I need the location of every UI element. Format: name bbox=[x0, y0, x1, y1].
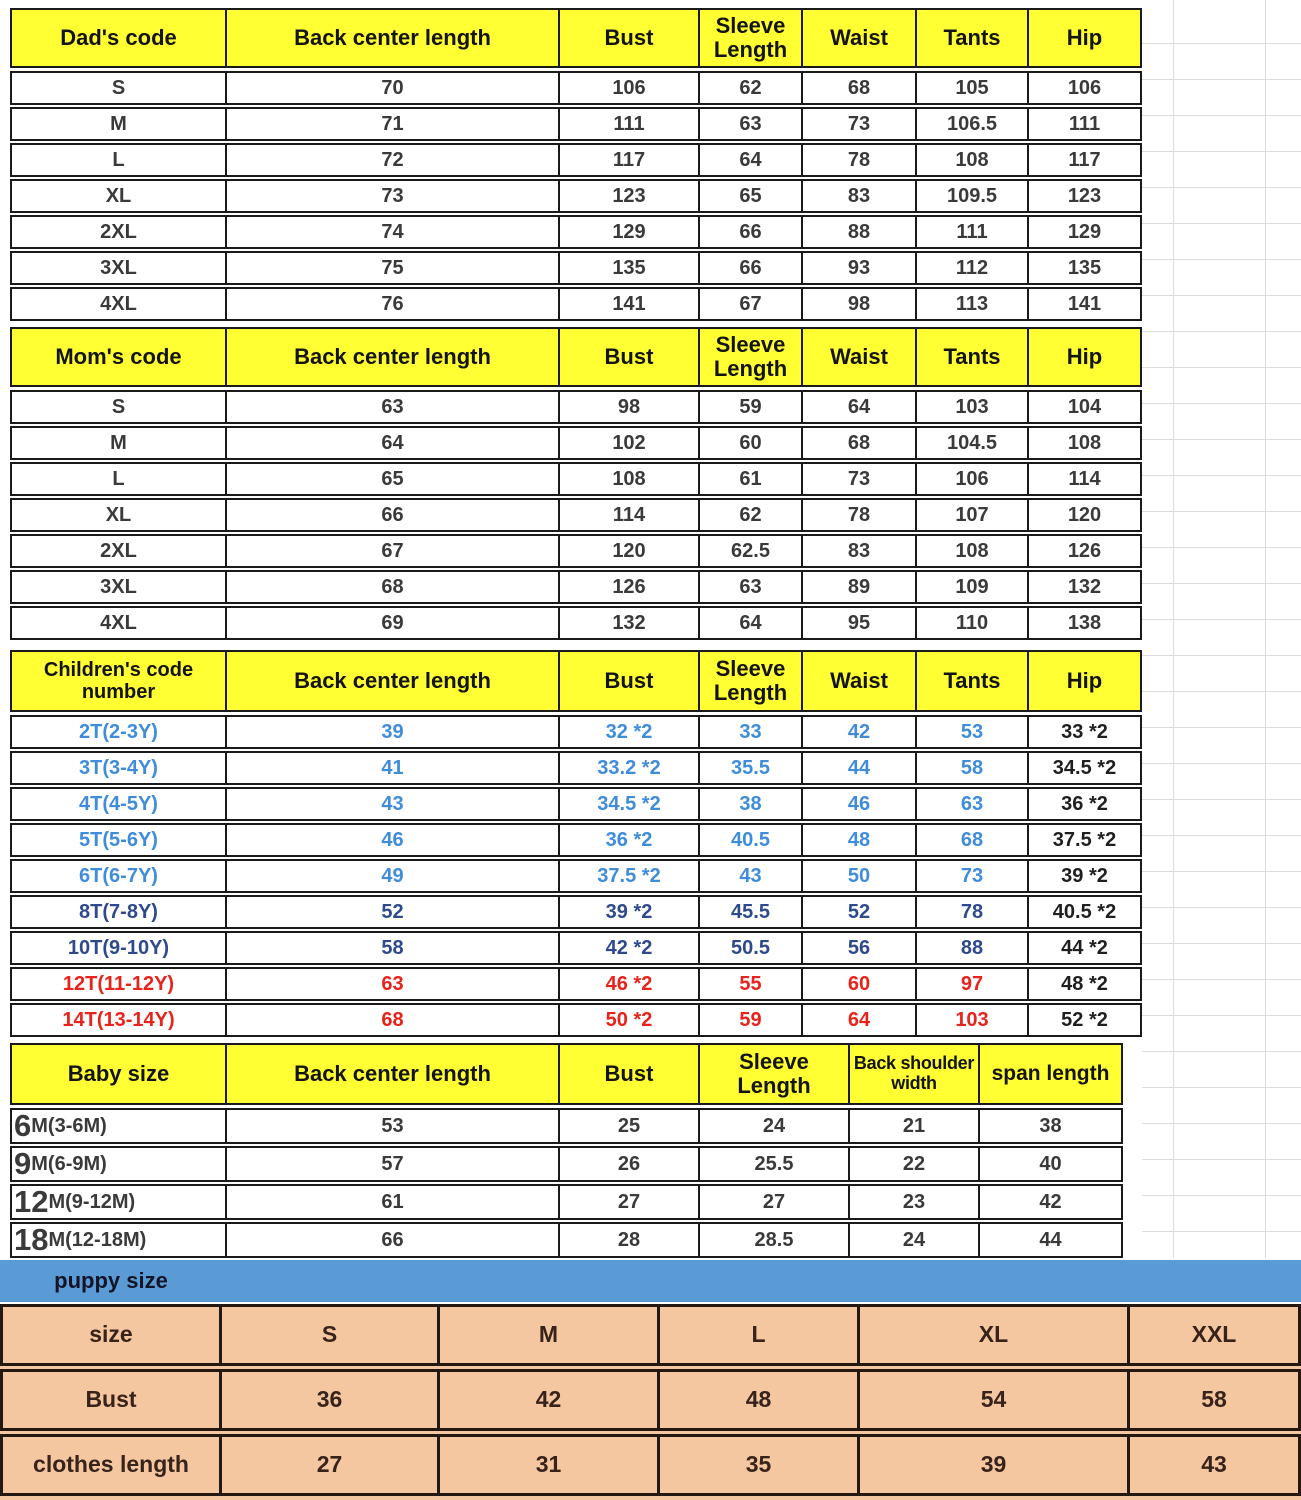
table-cell: 78 bbox=[803, 145, 917, 175]
table-cell: 10T(9-10Y) bbox=[12, 933, 227, 963]
table-cell: L bbox=[660, 1307, 860, 1363]
baby-size-range: M(3-6M) bbox=[31, 1115, 107, 1137]
table-cell: 106 bbox=[560, 73, 700, 103]
table-cell: 26 bbox=[560, 1148, 700, 1180]
table-cell: 45.5 bbox=[700, 897, 803, 927]
column-header: Tants bbox=[917, 652, 1029, 710]
table-cell: S bbox=[12, 73, 227, 103]
column-header: Back center length bbox=[227, 1045, 560, 1103]
table-cell: 12T(11-12Y) bbox=[12, 969, 227, 999]
table-row bbox=[10, 251, 1142, 285]
table-cell: 52 bbox=[803, 897, 917, 927]
table-cell: 83 bbox=[803, 536, 917, 566]
header-row bbox=[10, 327, 1142, 387]
table-cell: M bbox=[12, 109, 227, 139]
table-cell: 33 bbox=[700, 717, 803, 747]
table-cell: 14T(13-14Y) bbox=[12, 1005, 227, 1035]
table-cell: 25 bbox=[560, 1110, 700, 1142]
table-cell: 54 bbox=[860, 1372, 1130, 1428]
column-header: Baby size bbox=[12, 1045, 227, 1103]
table-cell: 34.5 *2 bbox=[560, 789, 700, 819]
table-row bbox=[10, 1003, 1142, 1037]
table-cell bbox=[12, 1110, 227, 1142]
table-cell: 38 bbox=[1039, 1115, 1062, 1137]
table-cell: 31 bbox=[440, 1437, 660, 1493]
table-cell: 98 bbox=[560, 392, 700, 422]
table-row bbox=[10, 287, 1142, 321]
table-cell: 74 bbox=[227, 217, 560, 247]
table-cell: 62 bbox=[700, 73, 803, 103]
table-cell: 135 bbox=[560, 253, 700, 283]
column-header: Back center length bbox=[227, 10, 560, 66]
baby-size-number: 18 bbox=[14, 1224, 49, 1256]
column-header: Tants bbox=[917, 329, 1029, 385]
header-row bbox=[10, 8, 1142, 68]
table-cell: 63 bbox=[700, 109, 803, 139]
table-cell: 110 bbox=[917, 608, 1029, 638]
table-cell: XXL bbox=[1191, 1321, 1237, 1348]
table-cell: 106 bbox=[1067, 77, 1102, 99]
baby-size-table bbox=[10, 1043, 1123, 1260]
table-cell bbox=[12, 1224, 227, 1256]
table-cell: 113 bbox=[917, 289, 1029, 319]
column-header: Bust bbox=[560, 652, 700, 710]
baby-size-number: 9 bbox=[14, 1148, 32, 1180]
table-cell: 78 bbox=[917, 897, 1029, 927]
table-cell: size bbox=[3, 1307, 222, 1363]
table-cell: XL bbox=[860, 1307, 1130, 1363]
column-header: Dad's code bbox=[12, 10, 227, 66]
table-cell: 63 bbox=[227, 392, 560, 422]
table-row bbox=[10, 751, 1142, 785]
table-cell: Bust bbox=[3, 1372, 222, 1428]
table-cell: 24 bbox=[850, 1224, 980, 1256]
table-cell: 33 *2 bbox=[1061, 721, 1108, 743]
table-cell: 36 *2 bbox=[1061, 793, 1108, 815]
table-cell: 42 bbox=[1039, 1191, 1062, 1213]
table-cell: 24 bbox=[700, 1110, 850, 1142]
table-cell: 37.5 *2 bbox=[560, 861, 700, 891]
column-header: Back center length bbox=[227, 329, 560, 385]
table-cell: 98 bbox=[803, 289, 917, 319]
table-cell: 50 *2 bbox=[560, 1005, 700, 1035]
table-cell: 39 *2 bbox=[1061, 865, 1108, 887]
table-row bbox=[10, 71, 1142, 105]
column-header: Bust bbox=[560, 1045, 700, 1103]
table-cell: 69 bbox=[227, 608, 560, 638]
table-cell: 67 bbox=[227, 536, 560, 566]
mom-size-table bbox=[10, 327, 1142, 642]
table-cell: 3T(3-4Y) bbox=[12, 753, 227, 783]
column-header: Hip bbox=[1029, 329, 1140, 385]
table-cell: 88 bbox=[803, 217, 917, 247]
table-cell: 48 bbox=[660, 1372, 860, 1428]
table-cell: 88 bbox=[917, 933, 1029, 963]
table-cell: 129 bbox=[560, 217, 700, 247]
table-cell: 34.5 *2 bbox=[1052, 757, 1117, 779]
spreadsheet-faint-grid bbox=[1142, 8, 1301, 1260]
table-cell: 40.5 *2 bbox=[1052, 901, 1117, 923]
table-cell: 5T(5-6Y) bbox=[12, 825, 227, 855]
table-cell: 123 bbox=[560, 181, 700, 211]
table-row bbox=[10, 787, 1142, 821]
table-cell: 129 bbox=[1067, 221, 1102, 243]
table-cell: 44 bbox=[803, 753, 917, 783]
table-row bbox=[10, 1184, 1123, 1220]
table-cell: 109.5 bbox=[917, 181, 1029, 211]
table-cell: 67 bbox=[700, 289, 803, 319]
column-header: Bust bbox=[560, 10, 700, 66]
table-row bbox=[10, 179, 1142, 213]
table-cell: 6T(6-7Y) bbox=[12, 861, 227, 891]
table-cell: 78 bbox=[803, 500, 917, 530]
table-cell: 117 bbox=[1068, 149, 1101, 171]
table-cell: 2T(2-3Y) bbox=[12, 717, 227, 747]
table-cell: 23 bbox=[850, 1186, 980, 1218]
table-cell: S bbox=[12, 392, 227, 422]
table-cell: 43 bbox=[1201, 1451, 1227, 1478]
table-cell: 42 bbox=[803, 717, 917, 747]
table-cell: 28.5 bbox=[700, 1224, 850, 1256]
column-header: Sleeve Length bbox=[700, 652, 803, 710]
column-header: Back center length bbox=[227, 652, 560, 710]
column-header: Bust bbox=[560, 329, 700, 385]
table-row bbox=[10, 498, 1142, 532]
table-cell: clothes length bbox=[3, 1437, 222, 1493]
table-cell: 61 bbox=[700, 464, 803, 494]
table-cell: 46 *2 bbox=[560, 969, 700, 999]
table-cell: 141 bbox=[1067, 293, 1102, 315]
table-cell: 21 bbox=[850, 1110, 980, 1142]
table-row bbox=[10, 931, 1142, 965]
table-cell: 35 bbox=[660, 1437, 860, 1493]
table-cell: 27 bbox=[560, 1186, 700, 1218]
table-cell: 36 *2 bbox=[560, 825, 700, 855]
table-cell: 65 bbox=[700, 181, 803, 211]
table-cell: 32 *2 bbox=[560, 717, 700, 747]
table-cell: M bbox=[12, 428, 227, 458]
table-row bbox=[10, 426, 1142, 460]
table-cell: 68 bbox=[227, 1005, 560, 1035]
table-cell: 135 bbox=[1067, 257, 1102, 279]
table-cell: 44 *2 bbox=[1061, 937, 1108, 959]
table-cell: 104.5 bbox=[917, 428, 1029, 458]
table-cell: 33.2 *2 bbox=[560, 753, 700, 783]
puppy-size-header-bar bbox=[0, 1260, 1301, 1302]
table-cell: 106.5 bbox=[917, 109, 1029, 139]
table-cell: 108 bbox=[917, 536, 1029, 566]
table-cell: 56 bbox=[803, 933, 917, 963]
header-row bbox=[10, 650, 1142, 712]
spreadsheet-faint-column-line bbox=[1173, 0, 1174, 1258]
table-cell: 37.5 *2 bbox=[1052, 829, 1117, 851]
table-cell: 39 *2 bbox=[560, 897, 700, 927]
table-cell: 62 bbox=[700, 500, 803, 530]
table-cell: 55 bbox=[700, 969, 803, 999]
table-row bbox=[10, 143, 1142, 177]
table-cell: 132 bbox=[1067, 576, 1102, 598]
table-cell: 97 bbox=[917, 969, 1029, 999]
table-cell: 103 bbox=[917, 392, 1029, 422]
table-row bbox=[10, 1222, 1123, 1258]
table-cell: 27 bbox=[700, 1186, 850, 1218]
puppy-size-title: puppy size bbox=[54, 1268, 168, 1293]
table-cell: 58 bbox=[227, 933, 560, 963]
table-cell: 105 bbox=[917, 73, 1029, 103]
table-row bbox=[0, 1369, 1301, 1431]
table-cell: XL bbox=[12, 181, 227, 211]
table-cell: 114 bbox=[1068, 468, 1101, 490]
table-cell: 25.5 bbox=[700, 1148, 850, 1180]
table-cell: XL bbox=[12, 500, 227, 530]
table-cell: 89 bbox=[803, 572, 917, 602]
spreadsheet-faint-column-line bbox=[1265, 0, 1266, 1258]
table-cell: S bbox=[222, 1307, 440, 1363]
table-cell: 63 bbox=[700, 572, 803, 602]
table-cell: 43 bbox=[700, 861, 803, 891]
table-cell: 83 bbox=[803, 181, 917, 211]
table-cell: 120 bbox=[560, 536, 700, 566]
table-cell: 53 bbox=[917, 717, 1029, 747]
baby-size-range: M(6-9M) bbox=[31, 1153, 107, 1175]
table-cell: 44 bbox=[1039, 1229, 1062, 1251]
column-header: Sleeve Length bbox=[700, 1045, 850, 1103]
table-cell: 66 bbox=[227, 1224, 560, 1256]
table-cell: 68 bbox=[227, 572, 560, 602]
table-cell: 22 bbox=[850, 1148, 980, 1180]
column-header: Tants bbox=[917, 10, 1029, 66]
table-cell: 75 bbox=[227, 253, 560, 283]
table-row bbox=[10, 606, 1142, 640]
table-row bbox=[0, 1304, 1301, 1366]
column-header: Children's code number bbox=[12, 652, 227, 710]
table-cell: 3XL bbox=[12, 572, 227, 602]
table-cell: 73 bbox=[803, 109, 917, 139]
table-cell: 39 bbox=[860, 1437, 1130, 1493]
table-cell: 4XL bbox=[12, 289, 227, 319]
table-cell: 71 bbox=[227, 109, 560, 139]
table-cell: 42 bbox=[440, 1372, 660, 1428]
table-cell: 41 bbox=[227, 753, 560, 783]
table-cell: 61 bbox=[227, 1186, 560, 1218]
table-row bbox=[10, 107, 1142, 141]
table-cell: 8T(7-8Y) bbox=[12, 897, 227, 927]
column-header: Sleeve Length bbox=[700, 10, 803, 66]
table-cell: 64 bbox=[227, 428, 560, 458]
column-header: Mom's code bbox=[12, 329, 227, 385]
table-cell: 104 bbox=[1067, 396, 1102, 418]
column-header: Hip bbox=[1029, 652, 1140, 710]
table-cell: 58 bbox=[917, 753, 1029, 783]
table-cell: M bbox=[440, 1307, 660, 1363]
table-row bbox=[10, 462, 1142, 496]
table-cell: 65 bbox=[227, 464, 560, 494]
table-cell: 108 bbox=[560, 464, 700, 494]
table-cell: 4T(4-5Y) bbox=[12, 789, 227, 819]
table-row bbox=[10, 534, 1142, 568]
table-cell: 40.5 bbox=[700, 825, 803, 855]
table-cell: 111 bbox=[1068, 113, 1101, 135]
table-cell: 4XL bbox=[12, 608, 227, 638]
table-cell: 62.5 bbox=[700, 536, 803, 566]
table-cell: 68 bbox=[803, 73, 917, 103]
table-cell: 52 *2 bbox=[1061, 1009, 1108, 1031]
table-cell: 27 bbox=[222, 1437, 440, 1493]
table-cell: 38 bbox=[700, 789, 803, 819]
column-header: Waist bbox=[803, 10, 917, 66]
puppy-size-table bbox=[0, 1304, 1301, 1500]
table-row bbox=[0, 1434, 1301, 1496]
table-cell: 66 bbox=[227, 500, 560, 530]
column-header: Hip bbox=[1029, 10, 1140, 66]
table-cell: 108 bbox=[1067, 432, 1102, 454]
table-cell: 42 *2 bbox=[560, 933, 700, 963]
baby-size-range: M(12-18M) bbox=[48, 1229, 147, 1251]
table-cell: 2XL bbox=[12, 536, 227, 566]
table-row bbox=[10, 859, 1142, 893]
table-cell: 53 bbox=[227, 1110, 560, 1142]
dad-size-table bbox=[10, 8, 1142, 323]
table-cell: 63 bbox=[227, 969, 560, 999]
table-cell: 35.5 bbox=[700, 753, 803, 783]
table-cell: 68 bbox=[803, 428, 917, 458]
table-cell: L bbox=[12, 145, 227, 175]
table-cell: 59 bbox=[700, 392, 803, 422]
table-cell: 48 *2 bbox=[1061, 973, 1108, 995]
baby-size-range: M(9-12M) bbox=[48, 1191, 136, 1213]
table-cell: 132 bbox=[560, 608, 700, 638]
table-cell: 58 bbox=[1201, 1386, 1227, 1413]
table-cell: 39 bbox=[227, 717, 560, 747]
column-header: Sleeve Length bbox=[700, 329, 803, 385]
table-row bbox=[10, 215, 1142, 249]
table-cell: 73 bbox=[803, 464, 917, 494]
table-cell: 2XL bbox=[12, 217, 227, 247]
table-cell: 64 bbox=[803, 1005, 917, 1035]
table-cell: 66 bbox=[700, 253, 803, 283]
table-cell: 70 bbox=[227, 73, 560, 103]
table-cell: 36 bbox=[222, 1372, 440, 1428]
table-cell: 141 bbox=[560, 289, 700, 319]
table-cell: 93 bbox=[803, 253, 917, 283]
table-row bbox=[10, 967, 1142, 1001]
table-cell: 60 bbox=[700, 428, 803, 458]
table-cell: 111 bbox=[917, 217, 1029, 247]
table-cell: 63 bbox=[917, 789, 1029, 819]
column-header: Waist bbox=[803, 652, 917, 710]
table-cell: 68 bbox=[917, 825, 1029, 855]
table-cell: 46 bbox=[227, 825, 560, 855]
table-row bbox=[10, 390, 1142, 424]
table-cell: 48 bbox=[803, 825, 917, 855]
table-cell: 50.5 bbox=[700, 933, 803, 963]
table-cell: 49 bbox=[227, 861, 560, 891]
table-row bbox=[10, 1108, 1123, 1144]
table-row bbox=[10, 823, 1142, 857]
table-row bbox=[10, 1146, 1123, 1182]
baby-size-number: 12 bbox=[14, 1186, 49, 1218]
table-cell: 60 bbox=[803, 969, 917, 999]
table-row bbox=[10, 715, 1142, 749]
baby-size-number: 6 bbox=[14, 1110, 32, 1142]
table-cell: 66 bbox=[700, 217, 803, 247]
children-size-table bbox=[10, 650, 1142, 1039]
table-row bbox=[10, 895, 1142, 929]
column-header: Back shoulder width bbox=[850, 1045, 980, 1103]
table-cell: 123 bbox=[1067, 185, 1102, 207]
table-cell: L bbox=[12, 464, 227, 494]
column-header: Waist bbox=[803, 329, 917, 385]
header-row bbox=[10, 1043, 1123, 1105]
table-cell: 57 bbox=[227, 1148, 560, 1180]
table-cell: 103 bbox=[917, 1005, 1029, 1035]
table-cell: 112 bbox=[917, 253, 1029, 283]
table-cell bbox=[12, 1148, 227, 1180]
table-cell: 59 bbox=[700, 1005, 803, 1035]
table-cell: 126 bbox=[560, 572, 700, 602]
table-cell bbox=[12, 1186, 227, 1218]
table-cell: 46 bbox=[803, 789, 917, 819]
table-cell: 138 bbox=[1067, 612, 1102, 634]
table-cell: 73 bbox=[227, 181, 560, 211]
table-cell: 117 bbox=[560, 145, 700, 175]
table-cell: 40 bbox=[1039, 1153, 1062, 1175]
table-cell: 28 bbox=[560, 1224, 700, 1256]
table-cell: 50 bbox=[803, 861, 917, 891]
column-header: span length bbox=[980, 1045, 1121, 1103]
table-cell: 72 bbox=[227, 145, 560, 175]
table-cell: 109 bbox=[917, 572, 1029, 602]
table-cell: 64 bbox=[803, 392, 917, 422]
table-cell: 114 bbox=[560, 500, 700, 530]
table-cell: 111 bbox=[560, 109, 700, 139]
table-cell: 52 bbox=[227, 897, 560, 927]
table-cell: 64 bbox=[700, 145, 803, 175]
table-cell: 3XL bbox=[12, 253, 227, 283]
table-cell: 106 bbox=[917, 464, 1029, 494]
table-cell: 120 bbox=[1067, 504, 1102, 526]
table-cell: 126 bbox=[1067, 540, 1102, 562]
table-row bbox=[10, 570, 1142, 604]
table-cell: 102 bbox=[560, 428, 700, 458]
table-cell: 64 bbox=[700, 608, 803, 638]
table-cell: 76 bbox=[227, 289, 560, 319]
table-cell: 43 bbox=[227, 789, 560, 819]
table-cell: 95 bbox=[803, 608, 917, 638]
table-cell: 107 bbox=[917, 500, 1029, 530]
table-cell: 108 bbox=[917, 145, 1029, 175]
table-cell: 73 bbox=[917, 861, 1029, 891]
